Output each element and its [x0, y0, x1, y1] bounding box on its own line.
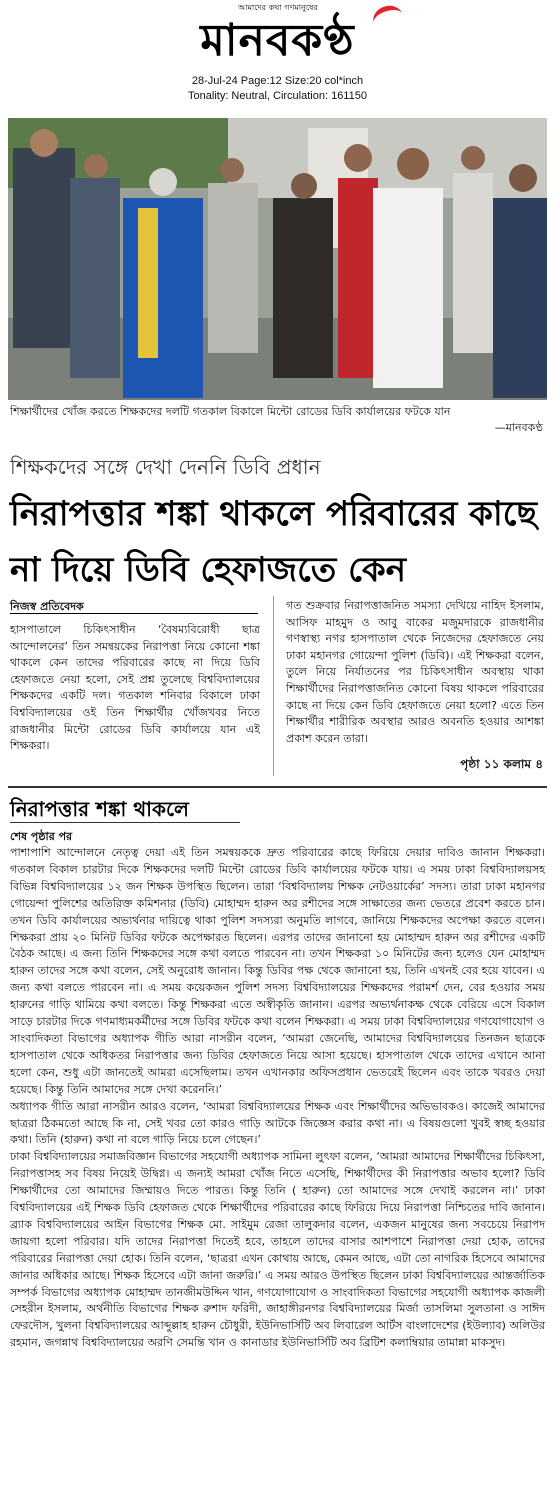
photo-credit: —মানবকণ্ঠ	[494, 421, 543, 434]
continuation-paragraph: ঢাকা বিশ্ববিদ্যালয়ের সমাজবিজ্ঞান বিভাগের সহযোগী অধ্যাপক সামিনা লুৎফা বলেন, ‘আমরা আমাদের শিক্ষার্থীদের চিকিৎসা, নিরাপত্তাসহ সব বিষয় নিয়েই উদ্বিগ্ন। এ জন্যই আমরা খোঁজ নিতে এসেছি, শিক্ষার্থীদের কী নিরাপত্তার অভাব হলো? ডিবি শিক্ষার্থীদের তো আমাদের জিম্মায়ও দিতে পারত। কিন্তু তিনি ( হারুন) তো আমাদের সঙ্গে দেখাই করলেন না।’ ঢাকা বিশ্ববিদ্যালয়ের এই শিক্ষক ডিবি হেফাজত থেকে শিক্ষার্থীদের পরিবারের কাছে ফিরিয়ে দিয়ে নিরাপত্তা নিশ্চিতের দাবি জানান। ব্র্যাক বিশ্ববিদ্যালয়ের আইন বিভাগের শিক্ষক মো. সাইমুম রেজা তালুকদার বলেন, একজন মানুষের জন্য সবচেয়ে নিরাপদ জায়গা হলো পরিবার। যদি তাদের নিরাপত্তা দিতেই হবে, তাহলে তাদের বাসার আশপাশে নিরাপত্তা দেয়া হোক, তাদের পরিবারের নিরাপত্তা দেয়া হোক। তিনি বলেন, ‘ছাত্ররা এখন কোথায় আছে, কেমন আছে, এটা তো নাগরিক হিসেবে আমাদের জানার অধিকার আছে। শিক্ষক হিসেবে এটা জানা জরুরি।’ এ সময় আরও উপস্থিত ছিলেন ঢাকা বিশ্ববিদ্যালয়ের আন্তর্জাতিক সম্পর্ক বিভাগের অধ্যাপক মোহাম্মদ তানজীমউদ্দিন খান, গণযোগাযোগ ও সাংবাদিকতা বিভাগের সহযোগী অধ্যাপক কাজলী সেহরীন ইসলাম, অর্থনীতি বিভাগের শিক্ষক রুশাদ ফরিদী, জাহাঙ্গীরনগর বিশ্ববিদ্যালয়ের মির্জা তাসলিমা সুলতানা ও সাঈদ ফেরদৌস, খুলনা বিশ্ববিদ্যালয়ের আব্দুল্লাহ হারুন চৌধুরী, ইউনিভার্সিটি অব লিবারেল আর্টস বাংলাদেশের (ইউল্যাব) অলিউর রহমান, জগন্নাথ বিশ্ববিদ্যালয়ের অরণি সেমন্তি খান ও কানাডার ইউনিভার্সিটি অব ব্রিটিশ কলাম্বিয়ার তামান্না মাকসুদ।	[10, 1150, 545, 1350]
continuation-body	[10, 845, 545, 1352]
article-byline: নিজস্ব প্রতিবেদক	[10, 600, 84, 613]
article-column-left: হাসপাতালে চিকিৎসাধীন ‘বৈষম্যবিরোধী ছাত্র আন্দোলনের’ তিন সমন্বয়কের নিরাপত্তা নিয়ে কোনো শঙ্কা থাকলে কেন তাদের পরিবারের কাছে না দিয়ে ডিবি হেফাজতে নেয়া হলো, সেই প্রশ্ন তুলেছে বিশ্ববিদ্যালয়ের শিক্ষকদের একটি দল। গতকাল শনিবার বিকালে ঢাকা বিশ্ববিদ্যালয়ের ওই তিন শিক্ষার্থীর খোঁজখবর নিতে রাজধানীর মিন্টো রোডের ডিবি কার্যালয়ে যান এই শিক্ষকরা।	[10, 623, 260, 753]
article-headline: নিরাপত্তার শঙ্কা থাকলে পরিবারের কাছে না দিয়ে ডিবি হেফাজতে কেন	[10, 494, 538, 590]
jump-reference: পৃষ্ঠা ১১ কলাম ৪	[460, 757, 543, 771]
continuation-label: শেষ পৃষ্ঠার পর	[10, 830, 73, 843]
continuation-paragraph: অধ্যাপক গীতি আরা নাসরীন আরও বলেন, ‘আমরা বিশ্ববিদ্যালয়ের শিক্ষক এবং শিক্ষার্থীদের অভিভাবকও। কাজেই আমাদের ছাত্ররা ঠিকমতো আছে কি না, সেই খবর তো কারও গাড়ি আটকে জিজ্ঞেস করার কথা না। এ বিষয়গুলো খুবই স্বচ্ছ হওয়ার কথা। তিনি (হারুন) কথা না বলে গাড়ি নিয়ে চলে গেছেন।’	[10, 1099, 545, 1147]
continuation-paragraph: পাশাপাশি আন্দোলনে নেতৃত্ব দেয়া এই তিন সমন্বয়ককে দ্রুত পরিবারের কাছে ফিরিয়ে দেয়ার দাবিও জানান শিক্ষকরা। গতকাল বিকাল চারটার দিকে শিক্ষকদের দলটি মিন্টো রোডের ডিবি কার্যালয়ের ফটকে যায়। এ সময় ঢাকা বিশ্ববিদ্যালয়সহ বিভিন্ন বিশ্ববিদ্যালয়ের ১২ জন শিক্ষক উপস্থিত ছিলেন। তারা ‘বিশ্ববিদ্যালয় শিক্ষক নেটওয়ার্কের’ সদস্য। তারা ঢাকা মহানগর গোয়েন্দা পুলিশের অতিরিক্ত কমিশনার (ডিবি) মোহাম্মদ হারুন অর রশীদের সঙ্গে সাক্ষাতের জন্য ভেতরে প্রবেশ করতে চান। তখন ডিবি কার্যালয়ের অভ্যর্থনার দায়িত্বে থাকা পুলিশ সদস্যরা অনুমতি লাগবে, জানিয়ে শিক্ষকদের অপেক্ষা করতে বলেন। শিক্ষকরা প্রায় ২০ মিনিট ডিবির ফটকে অপেক্ষারত ছিলেন। এরপর তাদের জানানো হয় মোহাম্মদ হারুন অর রশীদের একটি বৈঠক আছে। এ জন্য তিনি শিক্ষকদের সঙ্গে কথা বলতে পারবেন না। তখন শিক্ষকরা ১০ মিনিটের জন্য হলেও যেন মোহাম্মদ হারুন তাদের সঙ্গে কথা বলেন, সেই অনুরোধ জানান। কিন্তু ডিবির পক্ষ থেকে জানানো হয়, তিনি এখনই বের হয়ে যাবেন। এ জন্য কথা বলতে পারবেন না। এ সময় কয়েকজন পুলিশ সদস্য বিশ্ববিদ্যালয়ের শিক্ষকদের পরামর্শ দেন, বের হওয়ার সময় হারুনের গাড়ি থামিয়ে কথা বলতে। কিন্তু শিক্ষকরা এতে অস্বীকৃতি জানান। এরপর অভ্যর্থনাকক্ষ থেকে বেরিয়ে এসে বিকাল সাড়ে চারটার দিকে গণমাধ্যমকর্মীদের সঙ্গে ডিবির ফটকে কথা বলেন শিক্ষকরা। এ সময় ঢাকা বিশ্ববিদ্যালয়ের গণযোগাযোগ ও সাংবাদিকতা বিভাগের অধ্যাপক গীতি আরা নাসরীন বলেন, ‘আমরা জেনেছি, আমাদের বিশ্ববিদ্যালয়ের তিনজন ছাত্রকে হাসপাতাল থেকে অধিকতর নিরাপত্তার জন্য ডিবির হেফাজতে নিয়ে আসা হয়েছে। হাসপাতাল থেকে তাদের এখানে আনা হলো কেন, শুধু এটা জানতেই আমরা এসেছিলাম। তখন এখানকার অফিসপ্রধান ভেতরেই ছিলেন এবং তাকে খবরও দেয়া হয়েছে। কিন্তু তিনি আমাদের সঙ্গে দেখা করেননি।’	[10, 846, 545, 1096]
column-divider	[273, 596, 274, 776]
continuation-title: নিরাপত্তার শঙ্কা থাকলে	[10, 797, 189, 821]
article-column-right: গত শুক্রবার নিরাপত্তাজনিত সমস্যা দেখিয়ে নাহিদ ইসলাম, আসিফ মাহমুদ ও আবু বাকের মজুমদারকে রাজধানীর গণস্বাস্থ্য নগর হাসপাতাল থেকে নিজেদের হেফাজতে নেয় ঢাকা মহানগর গোয়েন্দা পুলিশ (ডিবি)। এই শিক্ষকরা বলেন, তুলে নিয়ে নির্যাতনের পর চিকিৎসাধীন অবস্থায় থাকা শিক্ষার্থীদের নিরাপত্তাজনিত কোনো বিষয় থাকলে পরিবারের কাছে না দিয়ে কেন ডিবি হেফাজতে নেয়া হলো? এতে তিন শিক্ষার্থীর শারীরিক অবস্থার আরও অবনতি হওয়ার আশঙ্কা প্রকাশ করেন তারা।	[286, 599, 544, 745]
masthead-tagline: আমাদের কথা গণমানুষের	[238, 3, 318, 12]
newspaper-logo: মানবকণ্ঠ	[200, 15, 355, 66]
continuation-title-rule	[10, 822, 240, 823]
article-kicker: শিক্ষকদের সঙ্গে দেখা দেননি ডিবি প্রধান	[10, 455, 321, 479]
clip-meta-date-page: 28-Jul-24 Page:12 Size:20 col*inch	[191, 75, 364, 87]
news-photo	[8, 118, 547, 400]
section-divider	[8, 786, 547, 788]
photo-caption: শিক্ষার্থীদের খোঁজ করতে শিক্ষকদের দলটি গতকাল বিকালে মিন্টো রোডের ডিবি কার্যালয়ের ফটকে যান	[10, 405, 451, 418]
clip-meta-tonality: Tonality: Neutral, Circulation: 161150	[188, 90, 367, 102]
byline-rule	[10, 613, 258, 614]
